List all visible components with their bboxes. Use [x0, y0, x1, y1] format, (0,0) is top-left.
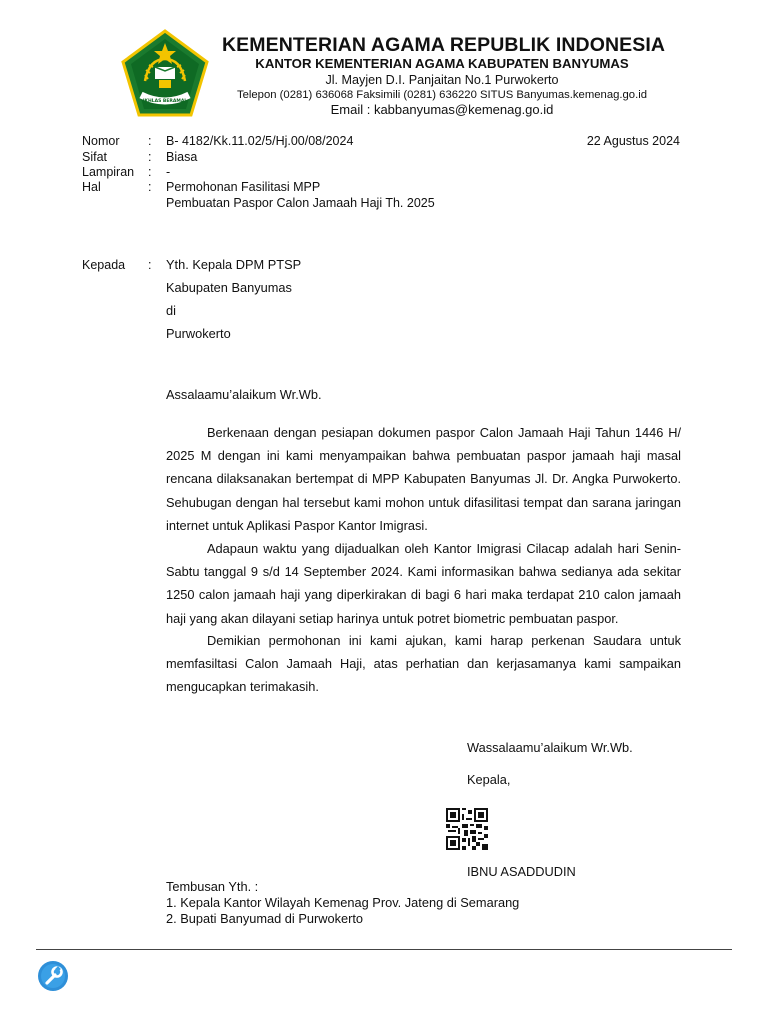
- greeting: Assalaamu’alaikum Wr.Wb.: [166, 387, 322, 402]
- meta-lampiran: [82, 164, 482, 180]
- kepada-label: Kepada: [82, 258, 126, 272]
- paragraph-1: Berkenaan dengan pesiapan dokumen paspor Calon Jamaah Haji Tahun 1446 H/ 2025 M dengan ini kami menyampaikan bahwa pembuatan paspor jamaah haji masal rencana dilaksanakan bertempat di MPP Kabupaten Banyumas Jl. Dr. Angka Purwokerto. Sehubugan dengan hal tersebut kami mohon untuk difasilitasi tempat dan sarana jaringan internet untuk Aplikasi Paspor Kantor Imigrasi.: [166, 425, 681, 533]
- hal-value-1: Permohonan Fasilitasi MPP: [166, 180, 321, 194]
- tembusan-title: Tembusan Yth. :: [166, 879, 259, 894]
- paragraph-2: Adapaun waktu yang dijadualkan oleh Kantor Imigrasi Cilacap adalah hari Senin-Sabtu tanggal 9 s/d 14 September 2024. Kami informasikan bahwa sedianya ada sekitar 1250 calon jamaah haji yang diperkirakan di bagi 6 hari maka terdapat 210 calon jamaah haji yang akan dilayani setiap harinya untuk potret biometric pembuatan paspor.: [166, 541, 681, 626]
- tembusan-item: 2. Bupati Banyumad di Purwokerto: [166, 911, 364, 926]
- hal-value-2: Pembuatan Paspor Calon Jamaah Haji Th. 2025: [166, 196, 435, 210]
- lampiran-label: Lampiran: [82, 165, 135, 179]
- meta-sifat: [82, 149, 482, 165]
- logo-motto: IKHLAS BERAMAL: [142, 99, 188, 104]
- nomor-value: B- 4182/Kk.11.02/5/Hj.00/08/2024: [166, 134, 354, 148]
- paragraph-3: Demikian permohonan ini kami ajukan, kami harap perkenan Saudara untuk memfasiltasi Calon Jamaah Haji, atas perhatian dan kerjasamanya kami sampaikan mengucapkan terimakasih.: [166, 633, 681, 695]
- recipient-line-2: Kabupaten Banyumas: [166, 280, 292, 295]
- meta-hal: [82, 179, 502, 195]
- footer-divider: [36, 949, 732, 950]
- letterhead-address: Jl. Mayjen D.I. Panjaitan No.1 Purwokerto: [325, 73, 559, 87]
- letterhead-phone: Telepon (0281) 636068 Faksimili (0281) 636220 SITUS Banyumas.kemenag.go.id: [236, 89, 648, 101]
- sifat-label: Sifat: [82, 150, 108, 164]
- nomor-label: Nomor: [82, 134, 120, 148]
- nomor-colon: :: [148, 134, 152, 148]
- wrench-icon[interactable]: [37, 960, 69, 992]
- recipient-line-3: di: [166, 303, 176, 318]
- letter-date: 22 Agustus 2024: [586, 134, 680, 148]
- recipient-line-1: Yth. Kepala DPM PTSP: [166, 257, 302, 272]
- sifat-value: Biasa: [166, 150, 198, 164]
- kepada-colon: :: [148, 258, 152, 272]
- letterhead-subtitle: KANTOR KEMENTERIAN AGAMA KABUPATEN BANYUMAS: [255, 56, 629, 71]
- closing-greeting: Wassalaamu’alaikum Wr.Wb.: [467, 740, 633, 755]
- meta-hal-2: [82, 195, 502, 211]
- letterhead-email: Email : kabbanyumas@kemenag.go.id: [330, 102, 554, 117]
- lampiran-value: -: [166, 165, 171, 179]
- lampiran-colon: :: [148, 165, 152, 179]
- signer-position: Kepala,: [467, 772, 511, 787]
- recipient-line-4: Purwokerto: [166, 326, 231, 341]
- sifat-colon: :: [148, 150, 152, 164]
- hal-colon: :: [148, 180, 152, 194]
- signer-name: IBNU ASADDUDIN: [467, 864, 576, 879]
- meta-nomor: [82, 133, 482, 149]
- hal-label: Hal: [82, 180, 101, 194]
- qr-code-icon: [446, 808, 488, 850]
- tembusan-item: 1. Kepala Kantor Wilayah Kemenag Prov. Jateng di Semarang: [166, 895, 520, 910]
- letterhead-title: KEMENTERIAN AGAMA REPUBLIK INDONESIA: [222, 34, 666, 56]
- kemenag-logo-icon: [119, 29, 211, 119]
